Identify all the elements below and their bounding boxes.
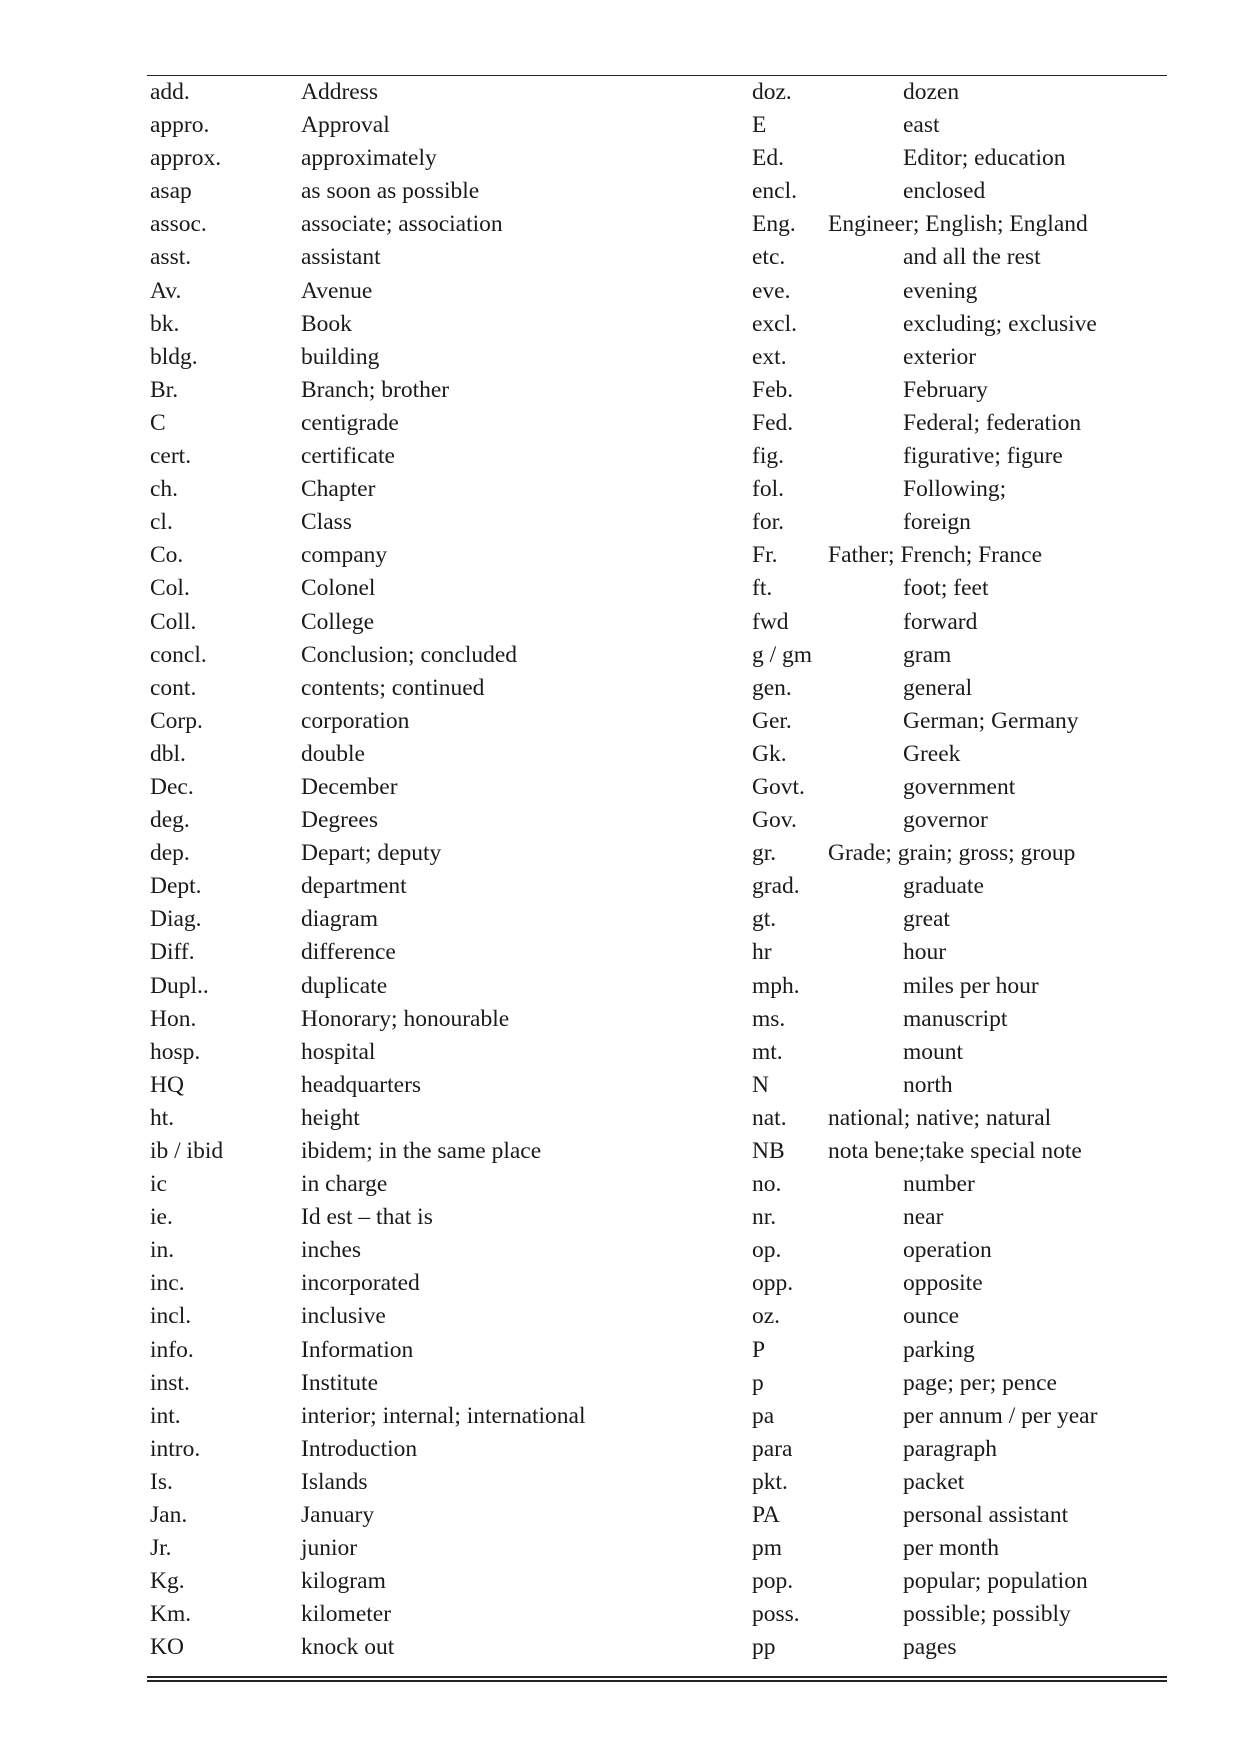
meaning: figurative; figure — [903, 443, 1063, 470]
abbreviation-row — [752, 1367, 1172, 1400]
abbreviation: ch. — [150, 476, 179, 503]
abbreviation-row — [150, 473, 710, 506]
abbreviation: pop. — [752, 1568, 794, 1595]
meaning: per month — [903, 1535, 999, 1562]
meaning: number — [903, 1171, 975, 1198]
abbreviation-row — [150, 407, 710, 440]
abbreviation: Coll. — [150, 608, 197, 635]
abbreviation-row — [150, 970, 710, 1003]
abbreviation-row — [752, 1036, 1172, 1069]
meaning: great — [903, 906, 950, 933]
abbreviation: bk. — [150, 310, 180, 337]
abbreviation: Av. — [150, 277, 182, 304]
abbreviation: Eng. — [752, 211, 796, 238]
abbreviation: Gov. — [752, 807, 797, 834]
meaning: personal assistant — [903, 1502, 1069, 1529]
abbreviation: dep. — [150, 840, 190, 867]
abbreviation: Feb. — [752, 376, 794, 403]
abbreviation-row — [752, 506, 1172, 539]
meaning: Approval — [301, 112, 390, 139]
meaning: College — [301, 608, 375, 635]
meaning: governor — [903, 807, 988, 834]
abbreviation-row — [150, 440, 710, 473]
meaning: Branch; brother — [301, 376, 450, 403]
abbreviation-row — [752, 738, 1172, 771]
abbreviation: nat. — [752, 1104, 787, 1131]
abbreviation-row — [150, 241, 710, 274]
abbreviation-row — [150, 539, 710, 572]
abbreviation: cl. — [150, 509, 173, 536]
abbreviation: dbl. — [150, 740, 186, 767]
abbreviation: Gk. — [752, 740, 787, 767]
meaning: dozen — [903, 79, 960, 105]
abbreviation-row — [752, 1168, 1172, 1201]
abbreviation: excl. — [752, 310, 798, 337]
meaning: approximately — [301, 145, 437, 172]
abbreviation: in. — [150, 1237, 175, 1264]
abbreviation: poss. — [752, 1601, 800, 1628]
meaning: manuscript — [903, 1005, 1008, 1032]
meaning: inches — [301, 1237, 362, 1264]
meaning: German; Germany — [903, 707, 1079, 734]
abbreviation: fwd — [752, 608, 789, 635]
meaning: Introduction — [301, 1435, 418, 1462]
abbreviation: PA — [752, 1502, 780, 1529]
abbreviation: p — [752, 1369, 764, 1396]
abbreviation: asst. — [150, 244, 192, 271]
meaning: kilometer — [301, 1601, 392, 1628]
abbreviation: Diag. — [150, 906, 202, 933]
right-abbreviation-column — [752, 76, 1172, 1665]
abbreviation: ext. — [752, 343, 787, 370]
abbreviation-row — [752, 705, 1172, 738]
meaning: evening — [903, 277, 978, 304]
abbreviation-row — [752, 1466, 1172, 1499]
abbreviation-row — [752, 771, 1172, 804]
meaning: opposite — [903, 1270, 983, 1297]
abbreviation-row — [752, 175, 1172, 208]
meaning: and all the rest — [903, 244, 1041, 271]
abbreviation-row — [150, 1598, 710, 1631]
abbreviation-row — [150, 672, 710, 705]
meaning: Grade; grain; gross; group — [828, 840, 1076, 867]
meaning: exterior — [903, 343, 977, 370]
abbreviation: assoc. — [150, 211, 207, 238]
meaning: ounce — [903, 1303, 960, 1330]
bottom-double-rule — [147, 1676, 1167, 1682]
abbreviation-row — [150, 208, 710, 241]
abbreviation-row — [150, 308, 710, 341]
abbreviation-row — [752, 473, 1172, 506]
abbreviation: no. — [752, 1171, 782, 1198]
abbreviation-row — [150, 936, 710, 969]
abbreviation: Co. — [150, 542, 184, 569]
abbreviation: Diff. — [150, 939, 195, 966]
abbreviation: P — [752, 1336, 766, 1363]
abbreviation-row — [752, 970, 1172, 1003]
abbreviation-row — [752, 1334, 1172, 1367]
abbreviation: inst. — [150, 1369, 190, 1396]
abbreviation-row — [150, 506, 710, 539]
abbreviation-row — [150, 374, 710, 407]
meaning: associate; association — [301, 211, 503, 238]
abbreviation: cont. — [150, 674, 197, 701]
meaning: foreign — [903, 509, 971, 536]
meaning: knock out — [301, 1634, 395, 1661]
meaning: duplicate — [301, 972, 388, 999]
meaning: enclosed — [903, 178, 986, 205]
abbreviation: KO — [150, 1634, 184, 1661]
abbreviation: intro. — [150, 1435, 201, 1462]
abbreviation-row — [752, 142, 1172, 175]
meaning: Conclusion; concluded — [301, 641, 518, 668]
meaning: graduate — [903, 873, 984, 900]
abbreviation: ib / ibid — [150, 1138, 224, 1164]
abbreviation: gt. — [752, 906, 777, 933]
meaning: Greek — [903, 740, 961, 767]
abbreviation-row — [150, 1036, 710, 1069]
abbreviation: bldg. — [150, 343, 198, 370]
abbreviation-row — [752, 440, 1172, 473]
abbreviation-row — [150, 804, 710, 837]
meaning: general — [903, 674, 973, 701]
abbreviation-row — [150, 1499, 710, 1532]
abbreviation: add. — [150, 79, 190, 105]
abbreviation: cert. — [150, 443, 192, 470]
meaning: nota bene;take special note — [828, 1138, 1082, 1164]
abbreviation: fig. — [752, 443, 784, 470]
abbreviation-row — [150, 1466, 710, 1499]
abbreviation-row — [752, 76, 1172, 109]
abbreviation: approx. — [150, 145, 222, 172]
meaning: hospital — [301, 1038, 376, 1065]
abbreviation-row — [752, 275, 1172, 308]
abbreviation: fol. — [752, 476, 784, 503]
abbreviation: pp — [752, 1634, 776, 1661]
abbreviation: doz. — [752, 79, 792, 105]
meaning: national; native; natural — [828, 1104, 1052, 1131]
abbreviation: etc. — [752, 244, 786, 271]
meaning: Engineer; English; England — [828, 211, 1088, 238]
meaning: parking — [903, 1336, 975, 1363]
abbreviation: Jr. — [150, 1535, 172, 1562]
abbreviation: Govt. — [752, 773, 805, 800]
abbreviation-row — [752, 241, 1172, 274]
abbreviation-row — [150, 1267, 710, 1300]
abbreviation: E — [752, 112, 767, 139]
abbreviation-row — [752, 341, 1172, 374]
abbreviation-row — [752, 606, 1172, 639]
meaning: Depart; deputy — [301, 840, 442, 867]
meaning: Institute — [301, 1369, 379, 1396]
abbreviation-row — [752, 639, 1172, 672]
abbreviation-row — [150, 175, 710, 208]
abbreviation: for. — [752, 509, 784, 536]
meaning: packet — [903, 1468, 965, 1495]
meaning: corporation — [301, 707, 410, 734]
meaning: contents; continued — [301, 674, 485, 701]
abbreviation: nr. — [752, 1204, 777, 1231]
meaning: kilogram — [301, 1568, 386, 1595]
meaning: Federal; federation — [903, 409, 1082, 436]
abbreviation: para — [752, 1435, 793, 1462]
abbreviation: opp. — [752, 1270, 794, 1297]
abbreviation-row — [752, 1532, 1172, 1565]
abbreviation-row — [150, 275, 710, 308]
meaning: hour — [903, 939, 947, 966]
abbreviation-row — [150, 109, 710, 142]
abbreviation: g / gm — [752, 641, 813, 668]
abbreviation-row — [150, 1400, 710, 1433]
abbreviation-row — [150, 639, 710, 672]
abbreviation-row — [752, 1499, 1172, 1532]
abbreviation: ft. — [752, 575, 773, 602]
meaning: east — [903, 112, 940, 139]
abbreviation-row — [752, 1400, 1172, 1433]
abbreviation: Hon. — [150, 1005, 197, 1032]
meaning: Book — [301, 310, 352, 337]
abbreviation-row — [752, 374, 1172, 407]
abbreviation-row — [150, 142, 710, 175]
meaning: in charge — [301, 1171, 388, 1198]
meaning: headquarters — [301, 1071, 422, 1098]
meaning: page; per; pence — [903, 1369, 1057, 1396]
abbreviation-row — [150, 1334, 710, 1367]
abbreviation-row — [150, 1168, 710, 1201]
abbreviation-row — [752, 1300, 1172, 1333]
abbreviation-row — [752, 1598, 1172, 1631]
abbreviation-row — [150, 771, 710, 804]
abbreviation-row — [150, 1433, 710, 1466]
abbreviation: hr — [752, 939, 772, 966]
abbreviation-row — [150, 705, 710, 738]
abbreviation-row — [150, 1631, 710, 1664]
abbreviation-row — [150, 76, 710, 109]
abbreviation: info. — [150, 1336, 194, 1363]
abbreviation: Fed. — [752, 409, 794, 436]
abbreviation-row — [150, 1367, 710, 1400]
abbreviation-row — [150, 1532, 710, 1565]
meaning: January — [301, 1502, 375, 1529]
abbreviation: hosp. — [150, 1038, 201, 1065]
meaning: Address — [301, 79, 379, 105]
abbreviation: Dept. — [150, 873, 202, 900]
abbreviation: mt. — [752, 1038, 783, 1065]
abbreviation-row — [150, 606, 710, 639]
meaning: Colonel — [301, 575, 376, 602]
abbreviation-row — [752, 1267, 1172, 1300]
meaning: difference — [301, 939, 396, 966]
abbreviation: incl. — [150, 1303, 192, 1330]
abbreviation-row — [752, 208, 1172, 241]
meaning: department — [301, 873, 407, 900]
abbreviation: Jan. — [150, 1502, 188, 1529]
abbreviation: Col. — [150, 575, 190, 602]
abbreviation-row — [150, 1565, 710, 1598]
abbreviation: Ed. — [752, 145, 784, 172]
meaning: as soon as possible — [301, 178, 480, 205]
meaning: forward — [903, 608, 978, 635]
abbreviation-row — [150, 1102, 710, 1135]
abbreviation: Km. — [150, 1601, 192, 1628]
meaning: foot; feet — [903, 575, 989, 602]
abbreviation-row — [752, 1631, 1172, 1664]
meaning: interior; internal; international — [301, 1402, 586, 1429]
abbreviation: op. — [752, 1237, 782, 1264]
meaning: operation — [903, 1237, 992, 1264]
abbreviation-row — [752, 1433, 1172, 1466]
meaning: mount — [903, 1038, 964, 1065]
meaning: pages — [903, 1634, 957, 1661]
abbreviation-row — [752, 1102, 1172, 1135]
meaning: Editor; education — [903, 145, 1066, 172]
meaning: Information — [301, 1336, 414, 1363]
abbreviation-row — [752, 1565, 1172, 1598]
abbreviation-row — [752, 1135, 1172, 1168]
abbreviation-row — [752, 407, 1172, 440]
abbreviation: inc. — [150, 1270, 185, 1297]
abbreviation-row — [150, 1300, 710, 1333]
meaning: centigrade — [301, 409, 399, 436]
abbreviation-row — [150, 903, 710, 936]
abbreviation-row — [752, 1201, 1172, 1234]
meaning: government — [903, 773, 1016, 800]
abbreviation: C — [150, 409, 166, 436]
abbreviation-row — [752, 109, 1172, 142]
abbreviation-row — [752, 1003, 1172, 1036]
meaning: junior — [301, 1535, 358, 1562]
meaning: Chapter — [301, 476, 376, 503]
meaning: Following; — [903, 476, 1007, 503]
abbreviation: Ger. — [752, 707, 792, 734]
abbreviation: oz. — [752, 1303, 781, 1330]
abbreviation: gen. — [752, 674, 792, 701]
abbreviation: Dupl.. — [150, 972, 209, 999]
abbreviation-row — [752, 539, 1172, 572]
meaning: incorporated — [301, 1270, 420, 1297]
abbreviation-row — [752, 308, 1172, 341]
abbreviation-row — [752, 1069, 1172, 1102]
abbreviation: encl. — [752, 178, 798, 205]
abbreviation: ic — [150, 1171, 167, 1198]
abbreviation: concl. — [150, 641, 207, 668]
abbreviation: Is. — [150, 1468, 173, 1495]
abbreviation-row — [752, 804, 1172, 837]
meaning: gram — [903, 641, 952, 668]
abbreviation-row — [150, 1003, 710, 1036]
meaning: diagram — [301, 906, 378, 933]
meaning: inclusive — [301, 1303, 386, 1330]
abbreviation: Corp. — [150, 707, 203, 734]
abbreviation: Kg. — [150, 1568, 185, 1595]
meaning: Islands — [301, 1468, 368, 1495]
meaning: February — [903, 376, 988, 403]
left-abbreviation-column — [150, 76, 710, 1665]
abbreviation-row — [150, 1069, 710, 1102]
abbreviation: ht. — [150, 1104, 175, 1131]
meaning: Degrees — [301, 807, 378, 834]
meaning: north — [903, 1071, 953, 1098]
abbreviation: mph. — [752, 972, 800, 999]
meaning: miles per hour — [903, 972, 1039, 999]
abbreviation: N — [752, 1071, 769, 1098]
abbreviation: HQ — [150, 1071, 184, 1098]
meaning: Id est – that is — [301, 1204, 433, 1231]
meaning: Father; French; France — [828, 542, 1043, 569]
abbreviation: deg. — [150, 807, 190, 834]
abbreviation-row — [150, 572, 710, 605]
abbreviation: ms. — [752, 1005, 786, 1032]
meaning: popular; population — [903, 1568, 1088, 1595]
abbreviation: Br. — [150, 376, 179, 403]
abbreviation-row — [752, 837, 1172, 870]
abbreviation: asap — [150, 178, 192, 205]
abbreviation: Fr. — [752, 542, 778, 569]
abbreviation: pa — [752, 1402, 775, 1429]
abbreviation-row — [752, 903, 1172, 936]
abbreviation: grad. — [752, 873, 800, 900]
meaning: Honorary; honourable — [301, 1005, 510, 1032]
abbreviation-row — [150, 837, 710, 870]
abbreviation: Dec. — [150, 773, 194, 800]
abbreviation-row — [150, 1201, 710, 1234]
meaning: Avenue — [301, 277, 373, 304]
meaning: December — [301, 773, 398, 800]
abbreviation: int. — [150, 1402, 181, 1429]
abbreviation: eve. — [752, 277, 791, 304]
meaning: excluding; exclusive — [903, 310, 1097, 337]
abbreviation-row — [752, 672, 1172, 705]
abbreviation: pm — [752, 1535, 783, 1562]
meaning: possible; possibly — [903, 1601, 1071, 1628]
abbreviation: appro. — [150, 112, 210, 139]
abbreviation-row — [752, 936, 1172, 969]
abbreviation-row — [752, 572, 1172, 605]
abbreviation-row — [150, 1234, 710, 1267]
abbreviation: ie. — [150, 1204, 173, 1231]
abbreviation-row — [150, 341, 710, 374]
meaning: height — [301, 1104, 360, 1131]
meaning: company — [301, 542, 388, 569]
abbreviation-row — [752, 1234, 1172, 1267]
meaning: paragraph — [903, 1435, 997, 1462]
abbreviation-row — [150, 870, 710, 903]
meaning: building — [301, 343, 380, 370]
abbreviation-row — [752, 870, 1172, 903]
meaning: double — [301, 740, 365, 767]
abbreviation: NB — [752, 1138, 785, 1164]
abbreviation: pkt. — [752, 1468, 788, 1495]
abbreviation-row — [150, 738, 710, 771]
abbreviation: gr. — [752, 840, 777, 867]
meaning: near — [903, 1204, 944, 1231]
abbreviation-row — [150, 1135, 710, 1168]
meaning: Class — [301, 509, 352, 536]
meaning: assistant — [301, 244, 381, 271]
meaning: per annum / per year — [903, 1402, 1098, 1429]
meaning: certificate — [301, 443, 395, 470]
meaning: ibidem; in the same place — [301, 1138, 542, 1164]
